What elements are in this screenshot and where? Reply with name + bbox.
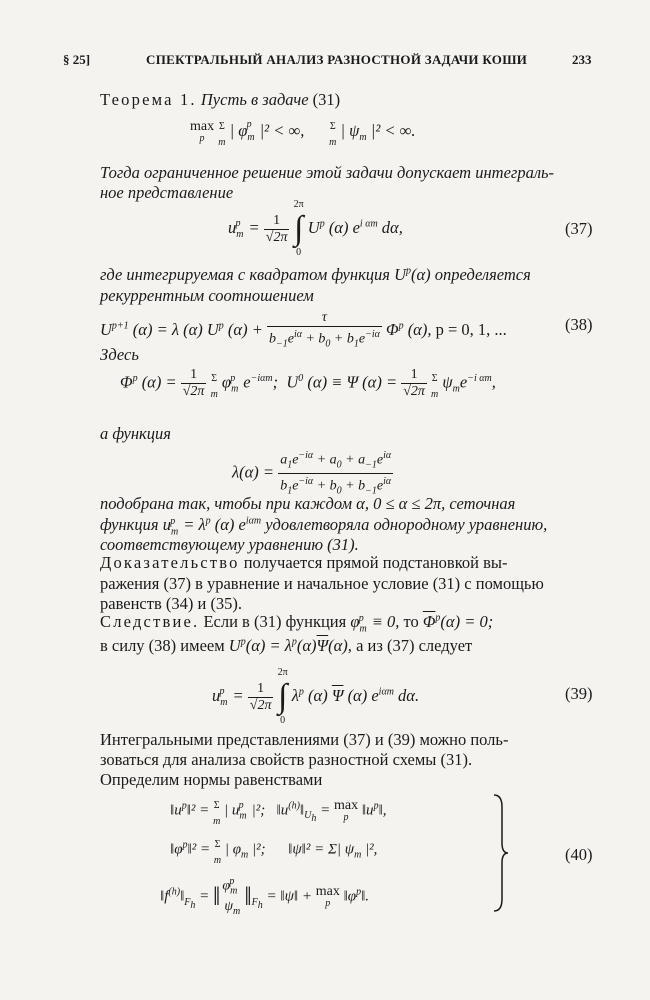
equation-40-row2: $‖\varphi^p‖^2$ = Σ m | $\varphi_m$ |²; ‖ψ‖² = Σ| $\psi_m$ |², [170, 839, 378, 866]
corollary-text-2a: в силу (38) имеем [100, 636, 225, 655]
theorem-label: Теорема 1. [100, 90, 197, 109]
proof-line2: ражения (37) в уравнение и начальное условие (31) с помощью [100, 574, 544, 593]
equation-38: $U^{p+1}$ (α) = λ (α) $U^p$ (α) + $\frac{\tau}{b_{-1}e^{i\alpha} + b_0 + b_1e^{-i\alpha}}$ $\Phi^p$ (α), p = 0, 1, ... [100, 310, 507, 350]
lambda-equation: λ(α) = $\frac{a_1e^{-i\alpha} + a_0 + a_{-1}e^{i\alpha}}{b_1e^{-i\alpha} + b_0 + b_{-1}e^{i\alpha}}$ [232, 450, 392, 497]
theorem-line [100, 90, 340, 110]
section-mark: § 25] [63, 52, 91, 67]
a-function-label: а функция [100, 424, 171, 443]
corollary-text-1b: то [403, 612, 419, 631]
para3-line2: функция $u_m^p = \lambda^p$ (α) $e^{i\alpha m}$ удовлетворяла однородному уравнению, [100, 515, 548, 538]
proof-line3: равенств (34) и (35). [100, 594, 243, 613]
proof-label: Доказательство [100, 553, 240, 572]
corollary-text-2b: а из (37) следует [356, 636, 473, 655]
equation-number-39: (39) [565, 684, 593, 703]
para4-line3: Определим нормы равенствами [100, 770, 323, 789]
proof-text-1: получается прямой подстановкой вы- [243, 553, 508, 572]
para2-line2: рекуррентным соотношением [100, 286, 314, 305]
corollary-text-1: Если в (31) функция [203, 612, 347, 631]
corollary-line1: Следствие. Если в (31) функция $\varphi_m^p \equiv 0$, то $\overline{\Phi}^p(\alpha) = 0$; [100, 612, 494, 635]
equation-number-37: (37) [565, 219, 593, 238]
condition-equation: max p Σ m | $\varphi_m^p$ |² < ∞, Σ m | $\psi_m$ |² < ∞. [190, 119, 416, 148]
equation-40-row1: $‖u^p‖^2$ = Σ m | $u_m^p$ |²; $‖u^{(h)}‖_{U_h}$ = max p $‖u^p‖$, [170, 798, 387, 827]
para4-line1: Интегральными представлениями (37) и (39) можно поль- [100, 730, 509, 749]
para3-text-a: функция [100, 515, 159, 534]
corollary-label: Следствие. [100, 612, 200, 631]
proof-line1 [100, 553, 507, 573]
theorem-ref: (31) [312, 90, 341, 109]
equation-number-40: (40) [565, 845, 593, 864]
corollary-line2: в силу (38) имеем $U^p(\alpha) = \lambda^p(\alpha)\overline{\Psi}(\alpha)$, а из (37) следует [100, 636, 473, 655]
para4-line2: зоваться для анализа свойств разностной схемы (31). [100, 750, 473, 769]
zdes-label: Здесь [100, 345, 139, 364]
page-number: 233 [572, 52, 592, 67]
equation-39: $u_m^p$ = $\frac{1}{√2\pi}$ 2π ∫ 0 $\lambda^p$ (α) $\overline{\Psi}$ (α) $e^{i\alpha m}$ dα. [212, 667, 420, 726]
para3-text-b: удовлетворяла однородному уравнению, [265, 515, 548, 534]
para1-line2: ное представление [100, 183, 234, 202]
theorem-text: Пусть в задаче [200, 90, 309, 109]
para3-line1: подобрана так, чтобы при каждом α, 0 ≤ α ≤ 2π, сеточная [100, 494, 516, 513]
eq38-tail: p = 0, 1, ... [435, 320, 507, 340]
para1-line1: Тогда ограниченное решение этой задачи допускает интеграль- [100, 163, 555, 182]
phi-equation: $\Phi^p$ (α) = $\frac{1}{√2\pi}$ Σ m $\varphi_m^p$ $e^{-i\alpha m}$; $U^0$ (α) ≡ Ψ (α) = $\frac{1}{√2\pi}$ Σ m $\psi_me^{-i \alpha m}$, [120, 367, 496, 400]
right-brace [492, 793, 510, 913]
running-title: СПЕКТРАЛЬНЫЙ АНАЛИЗ РАЗНОСТНОЙ ЗАДАЧИ КОШИ [146, 52, 528, 67]
equation-40-row3: $‖f^{(h)}‖_{F_h}$ = ‖ $\varphi_m^p$ $\psi_m$ $‖_{F_h}$ = ‖ψ‖ + max p $‖\varphi^p‖$. [160, 876, 370, 918]
para2-line1: где интегрируемая с квадратом функция $U^p(\alpha)$ определяется [100, 265, 531, 284]
para2-text-b: (α) определяется [411, 265, 531, 284]
para3-line3: соответствующему уравнению (31). [100, 535, 359, 554]
para2-text-a: где интегрируемая с квадратом функция U [100, 265, 406, 284]
equation-number-38: (38) [565, 315, 593, 334]
equation-37: $u_m^p$ = $\frac{1}{√2\pi}$ 2π ∫ 0 $U^p$ (α) $e^{i \alpha m}$ dα, [228, 199, 403, 258]
running-header [0, 52, 650, 72]
